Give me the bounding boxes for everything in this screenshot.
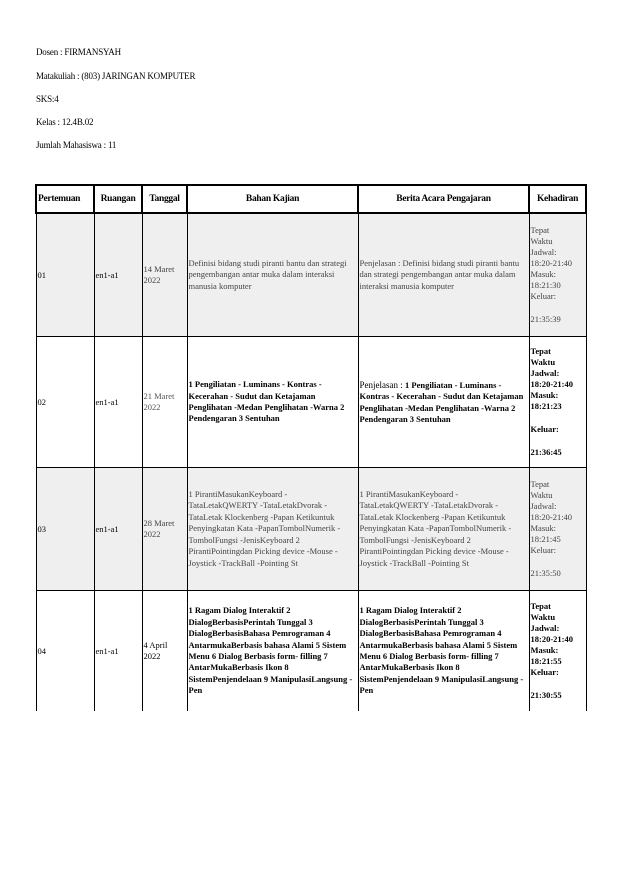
cell-tanggal: 21 Maret 2022 — [142, 337, 187, 468]
cell-kehadiran — [529, 591, 586, 712]
kehadiran-line: Tepat — [530, 345, 551, 356]
matakuliah-label: Matakuliah : (803) JARINGAN KOMPUTER — [36, 71, 196, 81]
cell-bahan-kajian: 1 PirantiMasukanKeyboard -TataLetakQWERTY -TataLetakDvorak -TataLetak Klockenberg -Papan Ketikuntuk Penyingkatan Kata -PapanTombolNumerik -TombolFungsi -JenisKeyboard 2 PirantiPointingdan Picking device -Mouse -Joystick -TrackBall -Pointing St — [187, 468, 358, 591]
table-row — [36, 213, 586, 337]
column-header-pertemuan: Pertemuan — [36, 185, 94, 213]
cell-bahan-kajian: Definisi bidang studi piranti bantu dan strategi pengembangan antar muka dalam interaksi manusia komputer — [187, 213, 358, 337]
kehadiran-line: 18:21:23 — [530, 401, 562, 412]
kehadiran-gap — [531, 678, 585, 690]
kehadiran-line: 21:36:45 — [530, 447, 562, 458]
kehadiran-line: 18:20-21:40 — [530, 257, 573, 268]
kehadiran-line: Jadwal: — [530, 500, 557, 511]
kehadiran-line: Waktu — [530, 356, 556, 367]
cell-pertemuan: 01 — [36, 213, 94, 337]
kehadiran-line: Keluar: — [530, 667, 559, 678]
kehadiran-line: 18:20-21:40 — [530, 511, 573, 522]
kehadiran-line: 18:21:55 — [530, 656, 562, 667]
kehadiran-gap — [531, 556, 585, 568]
cell-ruangan: en1-a1 — [94, 591, 142, 712]
cell-berita-acara — [358, 337, 529, 468]
kehadiran-line: 18:21:45 — [530, 534, 561, 545]
cell-tanggal: 28 Maret 2022 — [142, 468, 187, 591]
kelas-label: Kelas : 12.4B.02 — [36, 117, 94, 127]
kehadiran-gap — [531, 302, 585, 314]
kehadiran-line: Jadwal: — [530, 246, 557, 257]
cell-kehadiran — [529, 468, 586, 591]
cell-pertemuan: 04 — [36, 591, 94, 712]
kehadiran-line: Waktu — [530, 235, 553, 246]
column-header-berita-acara: Berita Acara Pengajaran — [358, 185, 529, 213]
kehadiran-line: Masuk: — [530, 645, 559, 655]
cell-pertemuan: 03 — [36, 468, 94, 591]
kehadiran-line: 21:35:50 — [530, 568, 561, 579]
table-row — [36, 337, 586, 468]
kehadiran-line: Keluar: — [530, 545, 556, 556]
kehadiran-line: Masuk: — [530, 523, 556, 533]
sks-label: SKS:4 — [36, 94, 59, 104]
berita-text: 1 Pengiliatan - Luminans - Kontras - Kecerahan - Sudut dan Ketajaman Penglihatan -Medan Penglihatan -Warna 2 Pendengaran 3 Sentuhan — [359, 379, 524, 424]
kehadiran-line: Tepat — [530, 224, 550, 235]
column-header-tanggal: Tanggal — [142, 185, 187, 213]
berita-acara-table — [35, 184, 587, 711]
table-header-row — [36, 185, 586, 213]
kehadiran-line: Tepat — [530, 600, 551, 611]
kehadiran-line: Masuk: — [530, 390, 559, 400]
column-header-bahan-kajian: Bahan Kajian — [187, 185, 358, 213]
kehadiran-line: Jadwal: — [530, 622, 560, 633]
kehadiran-line: Tepat — [530, 478, 550, 489]
kehadiran-line: Keluar: — [530, 424, 559, 435]
cell-kehadiran — [529, 337, 586, 468]
kehadiran-line: 21:30:55 — [530, 690, 562, 701]
cell-pertemuan: 02 — [36, 337, 94, 468]
cell-tanggal: 4 April 2022 — [142, 591, 187, 712]
kehadiran-line: Jadwal: — [530, 367, 560, 378]
column-header-kehadiran: Kehadiran — [529, 185, 586, 213]
cell-tanggal: 14 Maret 2022 — [142, 213, 187, 337]
cell-berita-acara: 1 Ragam Dialog Interaktif 2 DialogBerbasisPerintah Tunggal 3 DialogBerbasisBahasa Pemrograman 4 AntarmukaBerbasis bahasa Alami 5 Sistem Menu 6 Dialog Berbasis form- filling 7 AntarMukaBerbasis Ikon 8 SistemPenjendelaan 9 ManipulasiLangsung -Pen — [358, 591, 529, 712]
berita-text: Definisi bidang studi piranti bantu dan strategi pengembangan antar muka dalam interaksi manusia komputer — [359, 257, 520, 291]
kehadiran-line: 18:20-21:40 — [530, 633, 573, 644]
kehadiran-line: Masuk: — [530, 269, 556, 279]
cell-berita-acara — [358, 213, 529, 337]
jumlah-mahasiswa-label: Jumlah Mahasiswa : 11 — [36, 140, 117, 150]
penjelasan-prefix: Penjelasan : — [359, 257, 403, 268]
kehadiran-gap — [531, 412, 585, 424]
penjelasan-prefix: Penjelasan : — [359, 379, 405, 390]
dosen-label: Dosen : FIRMANSYAH — [36, 47, 121, 57]
table-row — [36, 468, 586, 591]
kehadiran-line: 21:35:39 — [530, 314, 561, 325]
cell-ruangan: en1-a1 — [94, 337, 142, 468]
column-header-ruangan: Ruangan — [94, 185, 142, 213]
kehadiran-line: Waktu — [530, 611, 556, 622]
cell-kehadiran — [529, 213, 586, 337]
cell-ruangan: en1-a1 — [94, 213, 142, 337]
cell-ruangan: en1-a1 — [94, 468, 142, 591]
cell-bahan-kajian: 1 Pengiliatan - Luminans - Kontras - Kecerahan - Sudut dan Ketajaman Penglihatan -Medan Penglihatan -Warna 2 Pendengaran 3 Sentuhan — [187, 337, 358, 468]
table-row — [36, 591, 586, 712]
kehadiran-line: Waktu — [530, 489, 553, 500]
kehadiran-line: 18:20-21:40 — [530, 378, 573, 389]
kehadiran-line: 18:21:30 — [530, 280, 561, 291]
cell-berita-acara: 1 PirantiMasukanKeyboard -TataLetakQWERTY -TataLetakDvorak -TataLetak Klockenberg -Papan Ketikuntuk Penyingkatan Kata -PapanTombolNumerik -TombolFungsi -JenisKeyboard 2 PirantiPointingdan Picking device -Mouse -Joystick -TrackBall -Pointing St — [358, 468, 529, 591]
kehadiran-line: Keluar: — [530, 291, 556, 302]
cell-bahan-kajian: 1 Ragam Dialog Interaktif 2 DialogBerbasisPerintah Tunggal 3 DialogBerbasisBahasa Pemrograman 4 AntarmukaBerbasis bahasa Alami 5 Sistem Menu 6 Dialog Berbasis form- filling 7 AntarMukaBerbasis Ikon 8 SistemPenjendelaan 9 ManipulasiLangsung -Pen — [187, 591, 358, 712]
kehadiran-gap — [531, 435, 585, 447]
